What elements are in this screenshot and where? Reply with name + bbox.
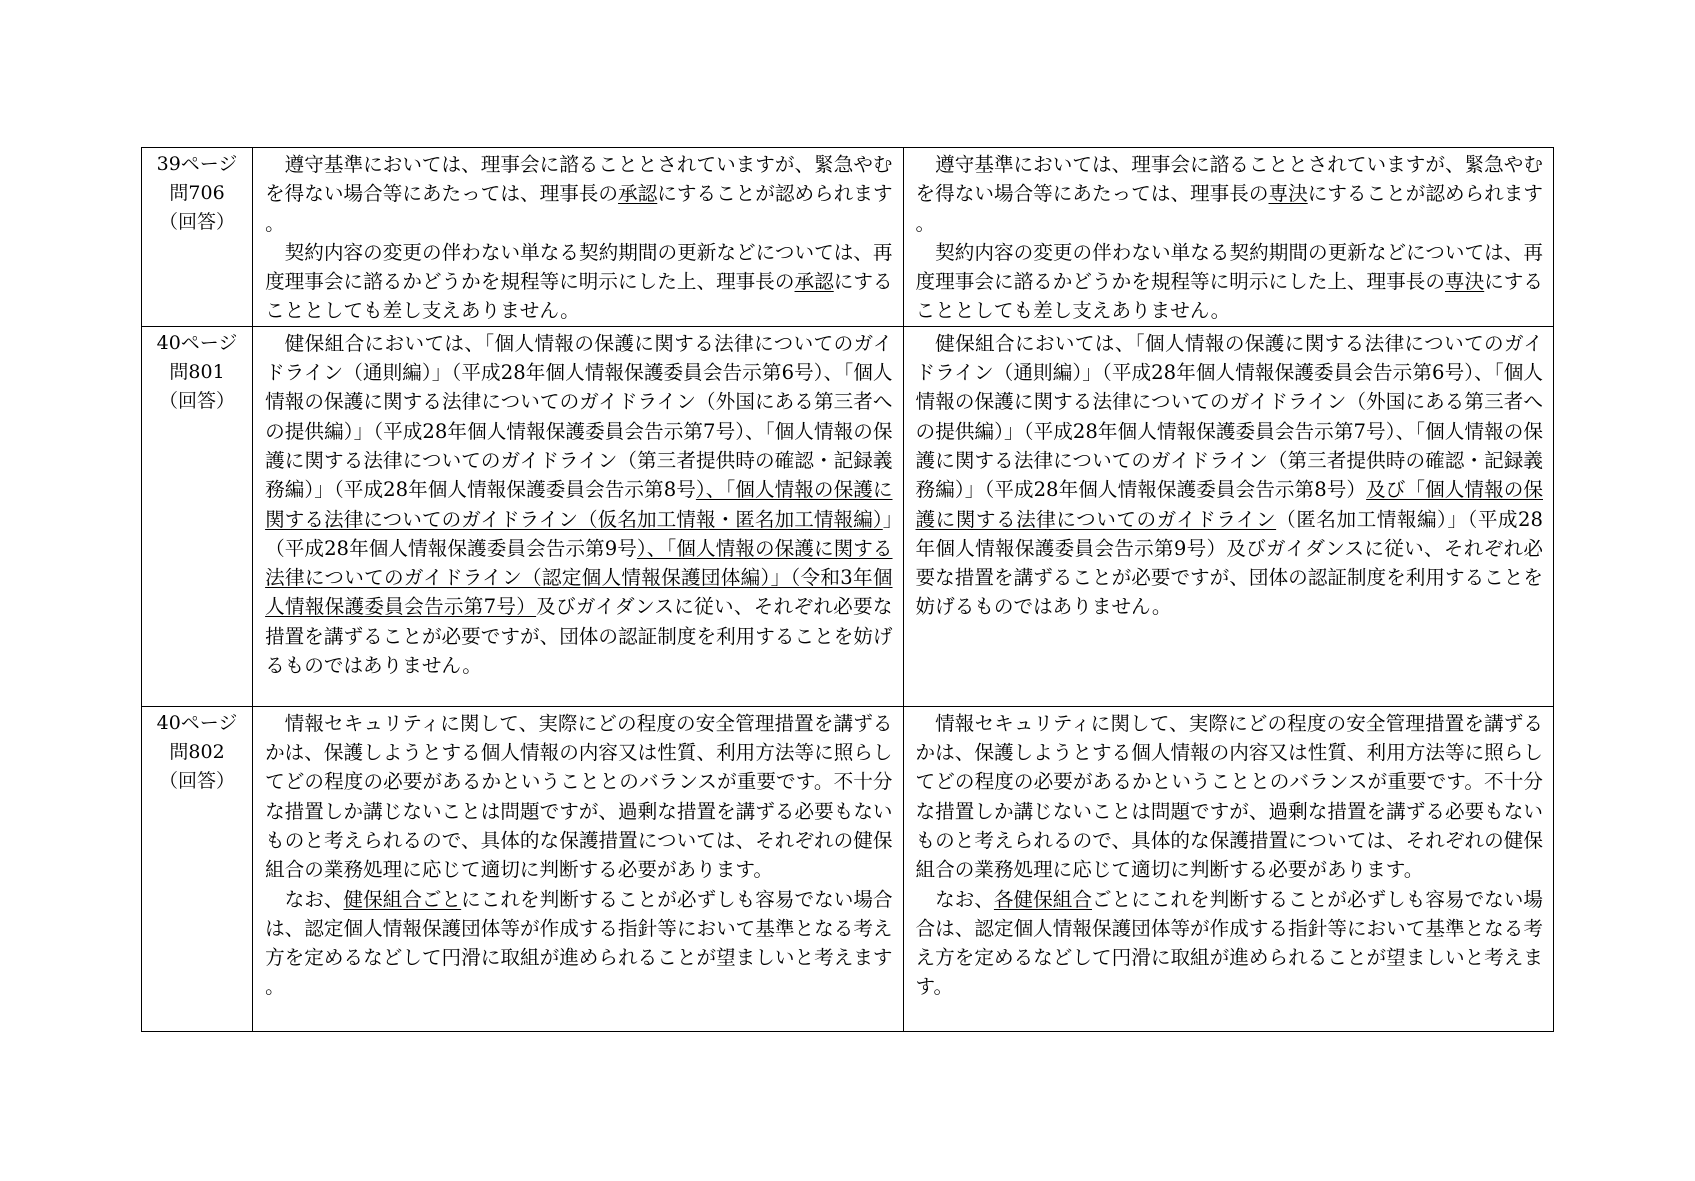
underlined-change: 承認 [618, 182, 658, 206]
paragraph [916, 885, 1543, 1002]
text-segment: 遵守基準においては、理事会に諮ることとされていますが、緊急やむを得ない場合等にあたっては、理事長の [915, 153, 1543, 206]
text-segment: 」（平成28年個人情報保護委員会告示第9号 [265, 507, 893, 560]
text-segment: にすることが認められます。 [915, 182, 1544, 235]
underlined-change: 承認 [794, 270, 834, 294]
text-segment: 契約内容の変更の伴わない単なる契約期間の更新などについては、再度理事会に諮るかどうかを規程等に明示にした上、理事長の [265, 240, 893, 294]
text-segment: にすることとしても差し支えありません。 [915, 270, 1544, 323]
reference-cell [142, 706, 253, 1031]
table-row [142, 148, 1554, 327]
paragraph [916, 238, 1543, 326]
underlined-change: 専決 [1444, 270, 1485, 294]
text-segment: なお、 [284, 887, 344, 911]
text-segment: 契約内容の変更の伴わない単なる契約期間の更新などについては、再度理事会に諮るかどうかを規程等に明示にした上、理事長の [915, 240, 1543, 294]
paragraph: 情報セキュリティに関して、実際にどの程度の安全管理措置を講ずるかは、保護しようとする個人情報の内容又は性質、利用方法等に照らしてどの程度の必要があるかということとのバランスが重要です。不十分な措置しか講じないことは問題ですが、過剰な措置を講ずる必要もないものと考えられるので、具体的な保護措置については、それぞれの健保組合の業務処理に応じて適切に判断する必要があります。 [265, 711, 893, 882]
text-segment: 健保組合においては、「個人情報の保護に関する法律についてのガイドライン（通則編）」（平成28年個人情報保護委員会告示第6号）、「個人情報の保護に関する法律についてのガイドライン（外国にある第三者への提供編）」（平成28年個人情報保護委員会告示第7号）、「個人情報の保護に関する法律についてのガイドライン（第三者提供時の確認・記録義務編）」（平成28年個人情報保護委員会告示第8号 [265, 331, 893, 502]
reference-cell [142, 148, 253, 327]
paragraph: 情報セキュリティに関して、実際にどの程度の安全管理措置を講ずるかは、保護しようとする個人情報の内容又は性質、利用方法等に照らしてどの程度の必要があるかということとのバランスが重要です。不十分な措置しか講じないことは問題ですが、過剰な措置を講ずる必要もないものと考えられるので、具体的な保護措置については、それぞれの健保組合の業務処理に応じて適切に判断する必要があります。 [915, 711, 1543, 882]
text-segment: 健保組合においては、「個人情報の保護に関する法律についてのガイドライン（通則編）」（平成28年個人情報保護委員会告示第6号）、「個人情報の保護に関する法律についてのガイドライン（外国にある第三者への提供編）」（平成28年個人情報保護委員会告示第7号）、「個人情報の保護に関する法律についてのガイドライン（第三者提供時の確認・記録義務編）」（平成28年個人情報保護委員会告示第8号） [915, 331, 1543, 502]
text-segment: にすることとしても差し支えありません。 [265, 270, 893, 323]
paragraph [265, 329, 892, 681]
text-segment: 及びガイダンスに従い、それぞれ必要な措置を講ずることが必要ですが、団体の認証制度を利用することを妨げるものではありません。 [265, 595, 893, 678]
current-text-cell [903, 326, 1553, 706]
answer-label: （回答） [159, 389, 236, 412]
paragraph [265, 150, 892, 238]
underlined-change: 各健保組合 [993, 887, 1092, 911]
text-segment: ごとにこれを判断することが必ずしも容易でない場合は、認定個人情報保護団体等が作成する指針等において基準となる考え方を定めるなどして円滑に取組が進められることが望ましいと考えます。 [915, 887, 1543, 999]
table-row [142, 326, 1554, 706]
answer-label: （回答） [159, 769, 236, 792]
answer-label: （回答） [159, 211, 236, 233]
underlined-change: ）、「個人情報の保護に関する法律についてのガイドライン（仮名加工情報・匿名加工情報編） [265, 478, 893, 531]
underlined-change: 専決 [1268, 182, 1308, 206]
underlined-change: ）、「個人情報の保護に関する法律についてのガイドライン（認定個人情報保護団体編）」（令和3年個人情報保護委員会告示第7号） [265, 536, 893, 619]
text-segment: 遵守基準においては、理事会に諮ることとされていますが、緊急やむを得ない場合等にあたっては、理事長の [265, 153, 893, 206]
revised-text-cell [253, 148, 903, 327]
question-number: 問801 [169, 360, 225, 383]
current-text-cell [903, 706, 1553, 1031]
question-number: 問706 [169, 182, 225, 204]
page-ref: 39ページ [156, 153, 238, 175]
text-segment: なお、 [935, 887, 994, 911]
page-ref: 40ページ [156, 331, 238, 354]
paragraph [916, 329, 1543, 622]
revised-text-cell [253, 326, 903, 706]
question-number: 問802 [169, 740, 225, 763]
text-segment: にこれを判断することが必ずしも容易でない場合は、認定個人情報保護団体等が作成する指針等において基準となる考え方を定めるなどして円滑に取組が進められることが望ましいと考えます。 [265, 887, 893, 999]
reference-cell [142, 326, 253, 706]
current-text-cell [903, 148, 1553, 327]
revised-text-cell [253, 706, 903, 1031]
comparison-table [141, 147, 1554, 1032]
table-row [142, 706, 1554, 1031]
paragraph [916, 150, 1543, 238]
text-segment: にすることが認められます。 [265, 182, 893, 235]
underlined-change: 及び「個人情報の保護に関する法律についてのガイドライン [915, 478, 1543, 531]
paragraph [265, 885, 892, 1002]
paragraph [265, 238, 892, 326]
page-ref: 40ページ [156, 711, 238, 734]
underlined-change: 健保組合ごと [343, 887, 462, 911]
text-segment: （匿名加工情報編）」（平成28年個人情報保護委員会告示第9号）及びガイダンスに従い、それぞれ必要な措置を講ずることが必要ですが、団体の認証制度を利用することを妨げるものではありません。 [915, 507, 1543, 619]
